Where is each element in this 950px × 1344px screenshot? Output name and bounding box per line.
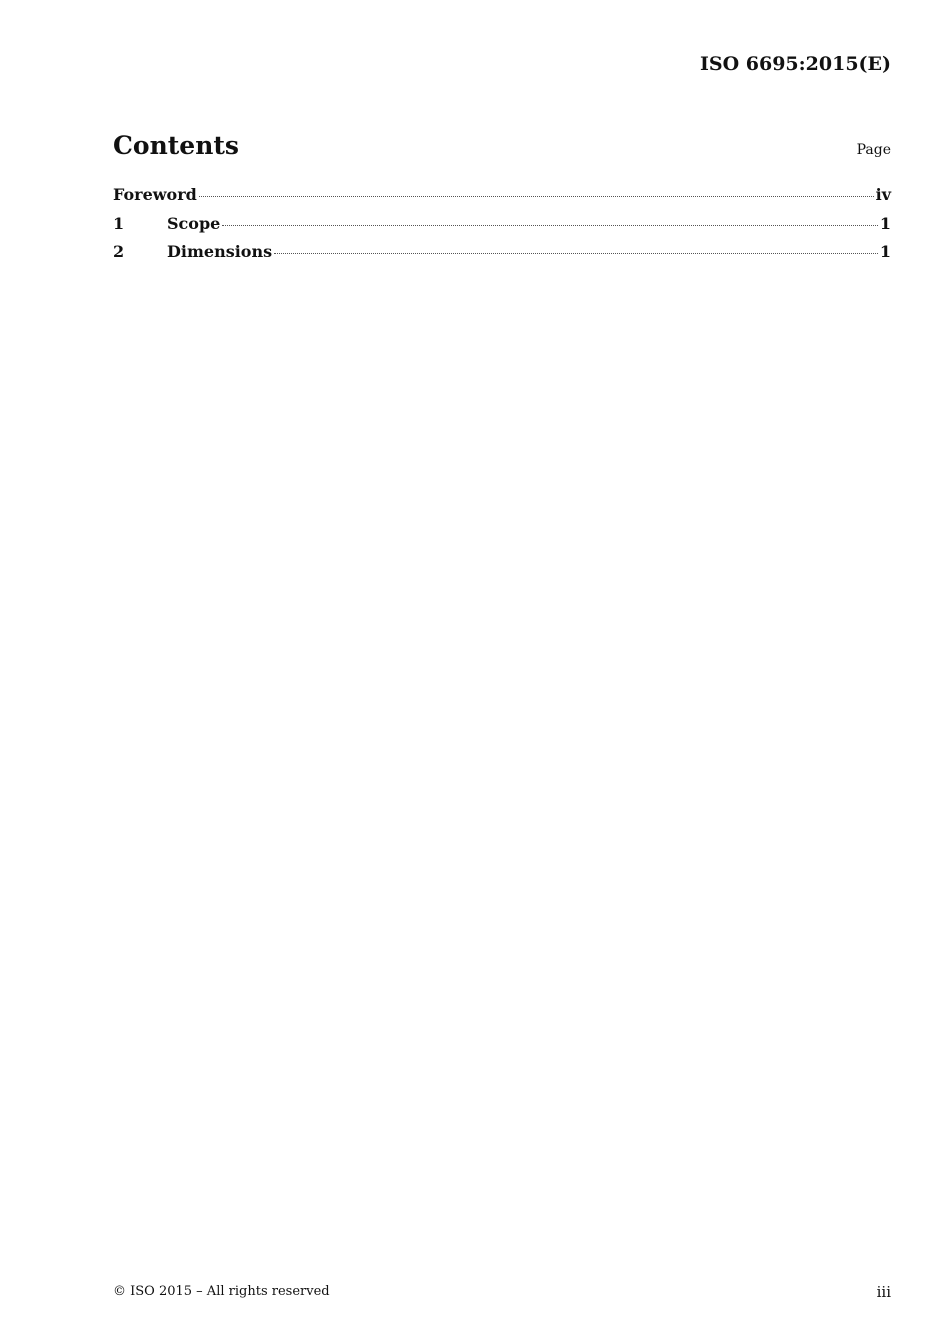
toc-entry-number: 1 [113, 213, 125, 233]
toc-leader [222, 225, 878, 226]
toc-entry-title: Scope [167, 213, 221, 233]
contents-header [113, 131, 891, 165]
toc-entry-foreword[interactable] [113, 185, 891, 214]
footer-page-number: iii [876, 1283, 891, 1301]
table-of-contents [113, 185, 891, 271]
toc-entry-dimensions[interactable] [113, 242, 891, 271]
toc-entry-page: 1 [879, 213, 891, 233]
contents-title: Contents [113, 131, 240, 160]
toc-entry-page: 1 [879, 242, 891, 261]
toc-entry-scope[interactable] [113, 214, 891, 243]
footer-copyright: © ISO 2015 – All rights reserved [113, 1284, 330, 1299]
toc-entry-title: Foreword [113, 185, 197, 204]
toc-entry-title: Dimensions [167, 242, 273, 261]
toc-leader [199, 196, 874, 197]
document-id: ISO 6695:2015(E) [699, 53, 891, 75]
toc-entry-page: iv [875, 185, 891, 204]
toc-entry-number: 2 [113, 242, 125, 261]
toc-leader [274, 253, 878, 254]
page-column-label: Page [856, 142, 891, 158]
